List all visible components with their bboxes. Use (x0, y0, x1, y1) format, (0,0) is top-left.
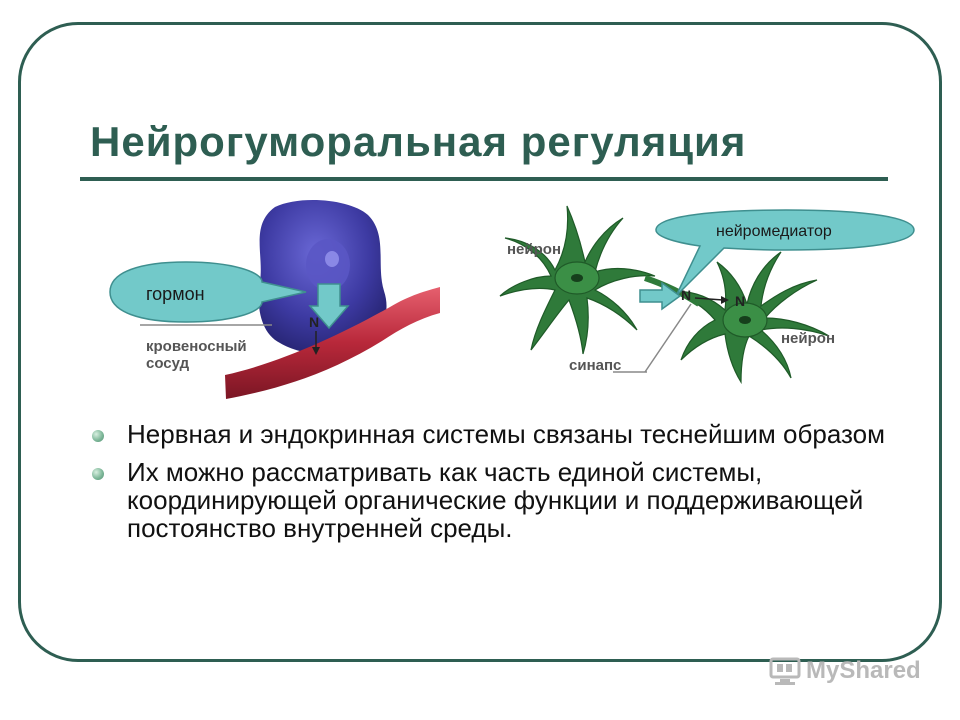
bullet-text: Их можно рассматривать как часть единой системы, координирующей органические функции и поддерживающей постоянство внутренней среды. (127, 457, 864, 543)
synapse-label: синапс (569, 357, 622, 374)
slide-title: Нейрогуморальная регуляция (90, 118, 747, 165)
cell-marker-label: N (309, 314, 320, 330)
neurotransmitter-arrow (640, 283, 680, 309)
neuron-marker-1: N (681, 287, 692, 303)
bullet-item (90, 420, 890, 448)
hormone-arrow (310, 284, 348, 328)
neuron-label-bottom: нейрон (781, 330, 836, 347)
vessel-label-line1: кровеносный (146, 338, 247, 355)
bullet-dot-icon (92, 468, 104, 480)
bullet-item (90, 458, 890, 542)
hormone-callout-label: гормон (146, 284, 205, 304)
watermark (768, 656, 921, 686)
neurotransmitter-callout-label: нейромедиатор (716, 223, 832, 240)
neuron-label-top: нейрон (507, 241, 562, 258)
neuron-marker-2: N (735, 293, 746, 309)
watermark-text: MyShared (806, 657, 921, 684)
vessel-label-line2: сосуд (146, 355, 190, 372)
bullet-dot-icon (92, 430, 104, 442)
bullet-list (90, 420, 890, 552)
bullet-text: Нервная и эндокринная системы связаны теснейшим образом (127, 419, 885, 449)
monitor-icon (768, 656, 802, 686)
hormone-callout-bubble (110, 262, 306, 322)
